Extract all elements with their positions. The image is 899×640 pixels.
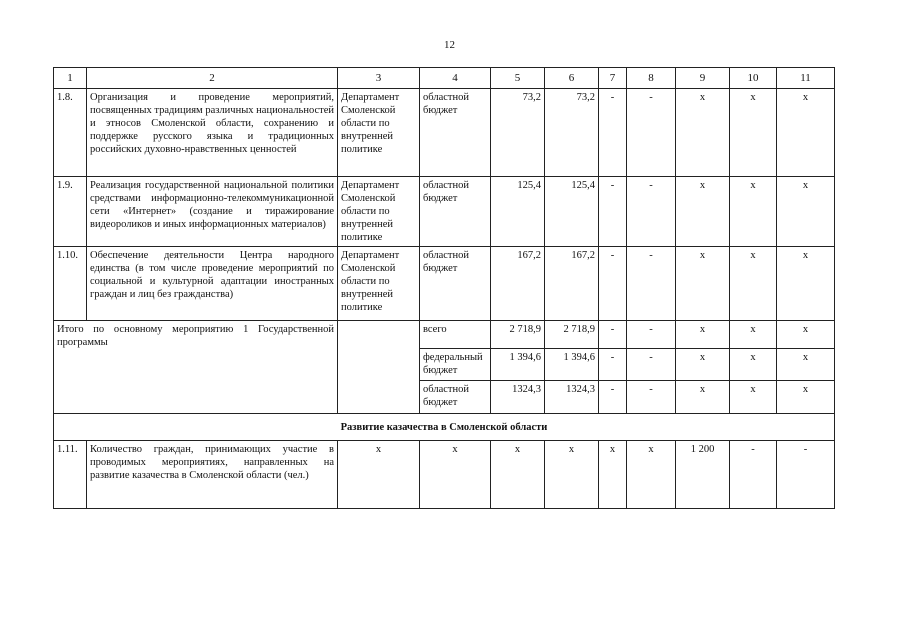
cell-value: 167,2 <box>545 247 599 321</box>
col-header: 7 <box>599 68 627 89</box>
responsible-dept: Департамент Смоленской области по внутренней политике <box>338 177 420 247</box>
cell-value: - <box>599 381 627 414</box>
cell-value: х <box>599 441 627 509</box>
col-header: 8 <box>627 68 676 89</box>
cell-value: - <box>627 321 676 349</box>
col-header: 11 <box>777 68 835 89</box>
responsible-dept: Департамент Смоленской области по внутренней политике <box>338 89 420 177</box>
cell-value: х <box>545 441 599 509</box>
table-row <box>54 247 835 321</box>
cell-value: х <box>730 247 777 321</box>
cell-value: - <box>627 381 676 414</box>
indicator-name: Количество граждан, принимающих участие в проводимых мероприятиях, направленных на развитие казачества в Смоленской области (чел.) <box>87 441 338 509</box>
row-number: 1.11. <box>54 441 87 509</box>
cell-value: х <box>730 321 777 349</box>
col-header: 6 <box>545 68 599 89</box>
cell-value: - <box>627 247 676 321</box>
cell-value: х <box>420 441 491 509</box>
program-table <box>53 67 835 509</box>
cell-value: х <box>730 381 777 414</box>
col-header: 5 <box>491 68 545 89</box>
total-dept-empty <box>338 321 420 414</box>
cell-value: - <box>730 441 777 509</box>
activity-name: Организация и проведение мероприятий, посвященных традициям различных национальностей и этносов Смоленской области, сохранению и поддержке русского языка и традиционных российских духовно-нравственных ценностей <box>87 89 338 177</box>
cell-value: - <box>627 349 676 381</box>
funding-source: федеральный бюджет <box>420 349 491 381</box>
cell-value: 1 200 <box>676 441 730 509</box>
cell-value: х <box>777 381 835 414</box>
col-header: 1 <box>54 68 87 89</box>
funding-source: областной бюджет <box>420 177 491 247</box>
cell-value: - <box>627 177 676 247</box>
funding-source: всего <box>420 321 491 349</box>
funding-source: областной бюджет <box>420 247 491 321</box>
col-header: 9 <box>676 68 730 89</box>
page-number: 12 <box>444 39 455 51</box>
col-header: 4 <box>420 68 491 89</box>
cell-value: 73,2 <box>491 89 545 177</box>
cell-value: 1 394,6 <box>545 349 599 381</box>
row-number: 1.9. <box>54 177 87 247</box>
row-number: 1.8. <box>54 89 87 177</box>
table-row <box>54 177 835 247</box>
cell-value: 125,4 <box>491 177 545 247</box>
cell-value: 2 718,9 <box>545 321 599 349</box>
table-row <box>54 441 835 509</box>
col-header: 2 <box>87 68 338 89</box>
activity-name: Реализация государственной национальной политики средствами информационно-телекоммуникационной сети «Интернет» (создание и тиражирование видеороликов и иных информационных материалов) <box>87 177 338 247</box>
cell-value: х <box>676 177 730 247</box>
funding-source: областной бюджет <box>420 89 491 177</box>
cell-value: - <box>599 349 627 381</box>
cell-value: х <box>730 349 777 381</box>
col-header: 3 <box>338 68 420 89</box>
cell-value: х <box>676 321 730 349</box>
cell-value: 2 718,9 <box>491 321 545 349</box>
cell-value: х <box>730 177 777 247</box>
cell-value: х <box>777 247 835 321</box>
cell-value: х <box>676 349 730 381</box>
responsible-dept: Департамент Смоленской области по внутренней политике <box>338 247 420 321</box>
cell-value: 167,2 <box>491 247 545 321</box>
column-numbers-row <box>54 68 835 89</box>
cell-value: х <box>777 89 835 177</box>
col-header: 10 <box>730 68 777 89</box>
cell-value: - <box>599 89 627 177</box>
cell-value: 1324,3 <box>491 381 545 414</box>
cell-value: х <box>491 441 545 509</box>
cell-value: 125,4 <box>545 177 599 247</box>
cell-value: - <box>627 89 676 177</box>
cell-value: х <box>676 89 730 177</box>
activity-name: Обеспечение деятельности Центра народного единства (в том числе проведение мероприятий по социальной и культурной адаптации иностранных граждан и лиц без гражданства) <box>87 247 338 321</box>
cell-value: - <box>599 177 627 247</box>
total-row <box>54 321 835 349</box>
cell-value: - <box>599 321 627 349</box>
table-row <box>54 89 835 177</box>
cell-value: - <box>599 247 627 321</box>
funding-source: областной бюджет <box>420 381 491 414</box>
cell-value: 73,2 <box>545 89 599 177</box>
cell-value: х <box>676 247 730 321</box>
cell-value: х <box>777 349 835 381</box>
cell-value: х <box>627 441 676 509</box>
cell-value: - <box>777 441 835 509</box>
cell-value: х <box>676 381 730 414</box>
section-row <box>54 414 835 441</box>
total-label: Итого по основному мероприятию 1 Государственной программы <box>54 321 338 414</box>
row-number: 1.10. <box>54 247 87 321</box>
section-title: Развитие казачества в Смоленской области <box>54 414 835 441</box>
cell-value: х <box>777 321 835 349</box>
cell-value: х <box>338 441 420 509</box>
cell-value: х <box>777 177 835 247</box>
cell-value: х <box>730 89 777 177</box>
cell-value: 1 394,6 <box>491 349 545 381</box>
cell-value: 1324,3 <box>545 381 599 414</box>
